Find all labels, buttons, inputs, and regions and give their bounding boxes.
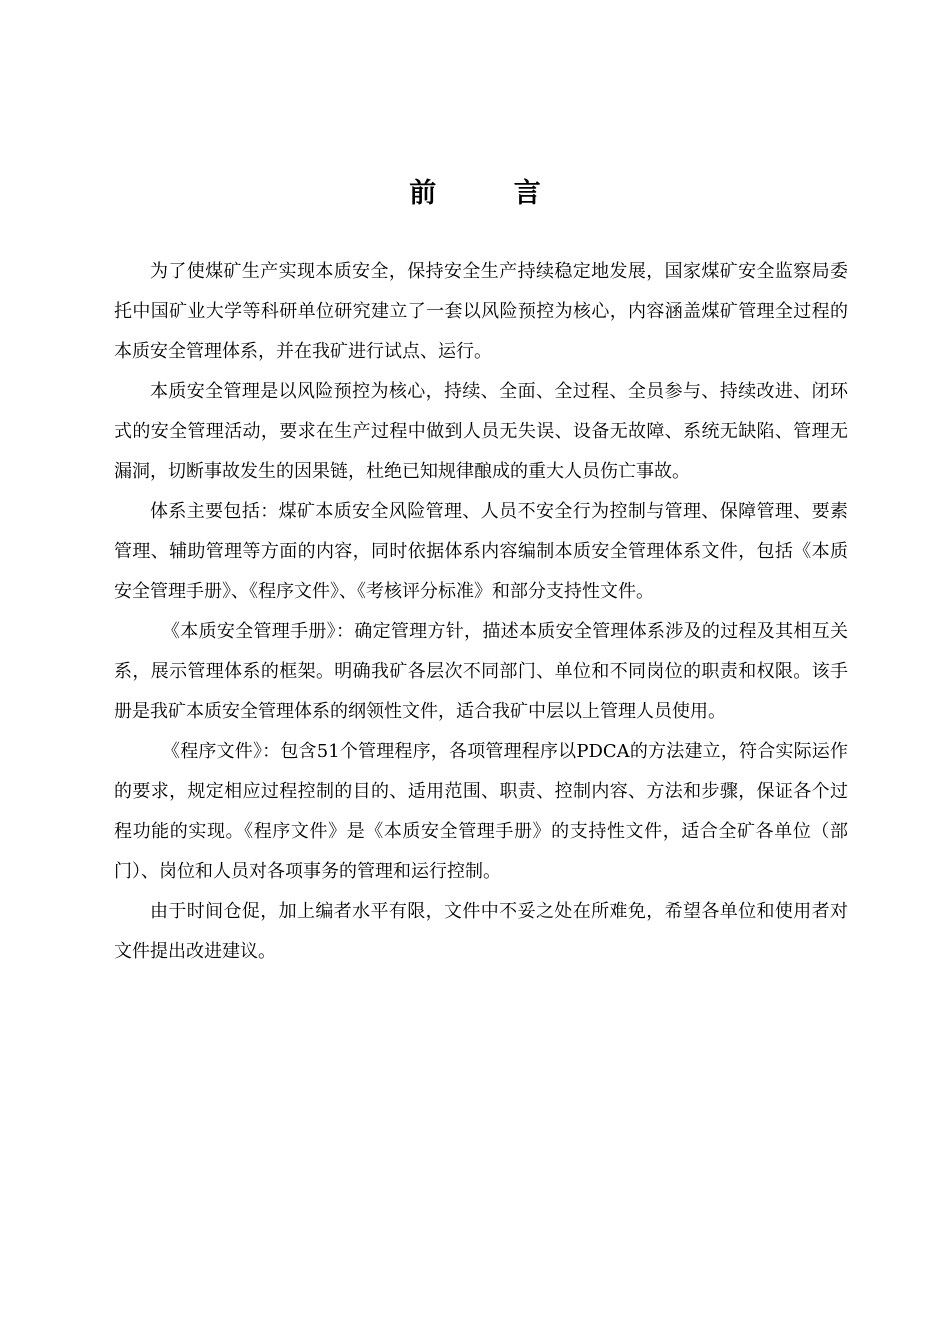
paragraph-closing: 由于时间仓促，加上编者水平有限，文件中不妥之处在所难免，希望各单位和使用者对文件提出改进建议。 xyxy=(114,901,848,962)
paragraph-definition: 本质安全管理是以风险预控为核心，持续、全面、全过程、全员参与、持续改进、闭环式的安全管理活动，要求在生产过程中做到人员无失误、设备无故障、系统无缺陷、管理无漏洞，切断事故发生的因果链，杜绝已知规律酿成的重大人员伤亡事故。 xyxy=(114,381,848,482)
paragraph-procedures: 《程序文件》：包含51个管理程序，各项管理程序以PDCA的方法建立，符合实际运作的要求，规定相应过程控制的目的、适用范围、职责、控制内容、方法和步骤，保证各个过程功能的实现。《程序文件》是《本质安全管理手册》的支持性文件，适合全矿各单位（部门）、岗位和人员对各项事务的管理和运行控制。 xyxy=(114,741,848,882)
page-title: 前 言 xyxy=(409,178,575,209)
paragraph-manual: 《本质安全管理手册》：确定管理方针，描述本质安全管理体系涉及的过程及其相互关系，展示管理体系的框架。明确我矿各层次不同部门、单位和不同岗位的职责和权限。该手册是我矿本质安全管理体系的纲领性文件，适合我矿中层以上管理人员使用。 xyxy=(114,621,848,722)
paragraph-system-contents: 体系主要包括：煤矿本质安全风险管理、人员不安全行为控制与管理、保障管理、要素管理、辅助管理等方面的内容，同时依据体系内容编制本质安全管理体系文件，包括《本质安全管理手册》、《程序文件》、《考核评分标准》和部分支持性文件。 xyxy=(114,501,848,602)
paragraph-intro: 为了使煤矿生产实现本质安全，保持安全生产持续稳定地发展，国家煤矿安全监察局委托中国矿业大学等科研单位研究建立了一套以风险预控为核心，内容涵盖煤矿管理全过程的本质安全管理体系，并在我矿进行试点、运行。 xyxy=(114,261,848,362)
preface-body xyxy=(114,252,848,972)
